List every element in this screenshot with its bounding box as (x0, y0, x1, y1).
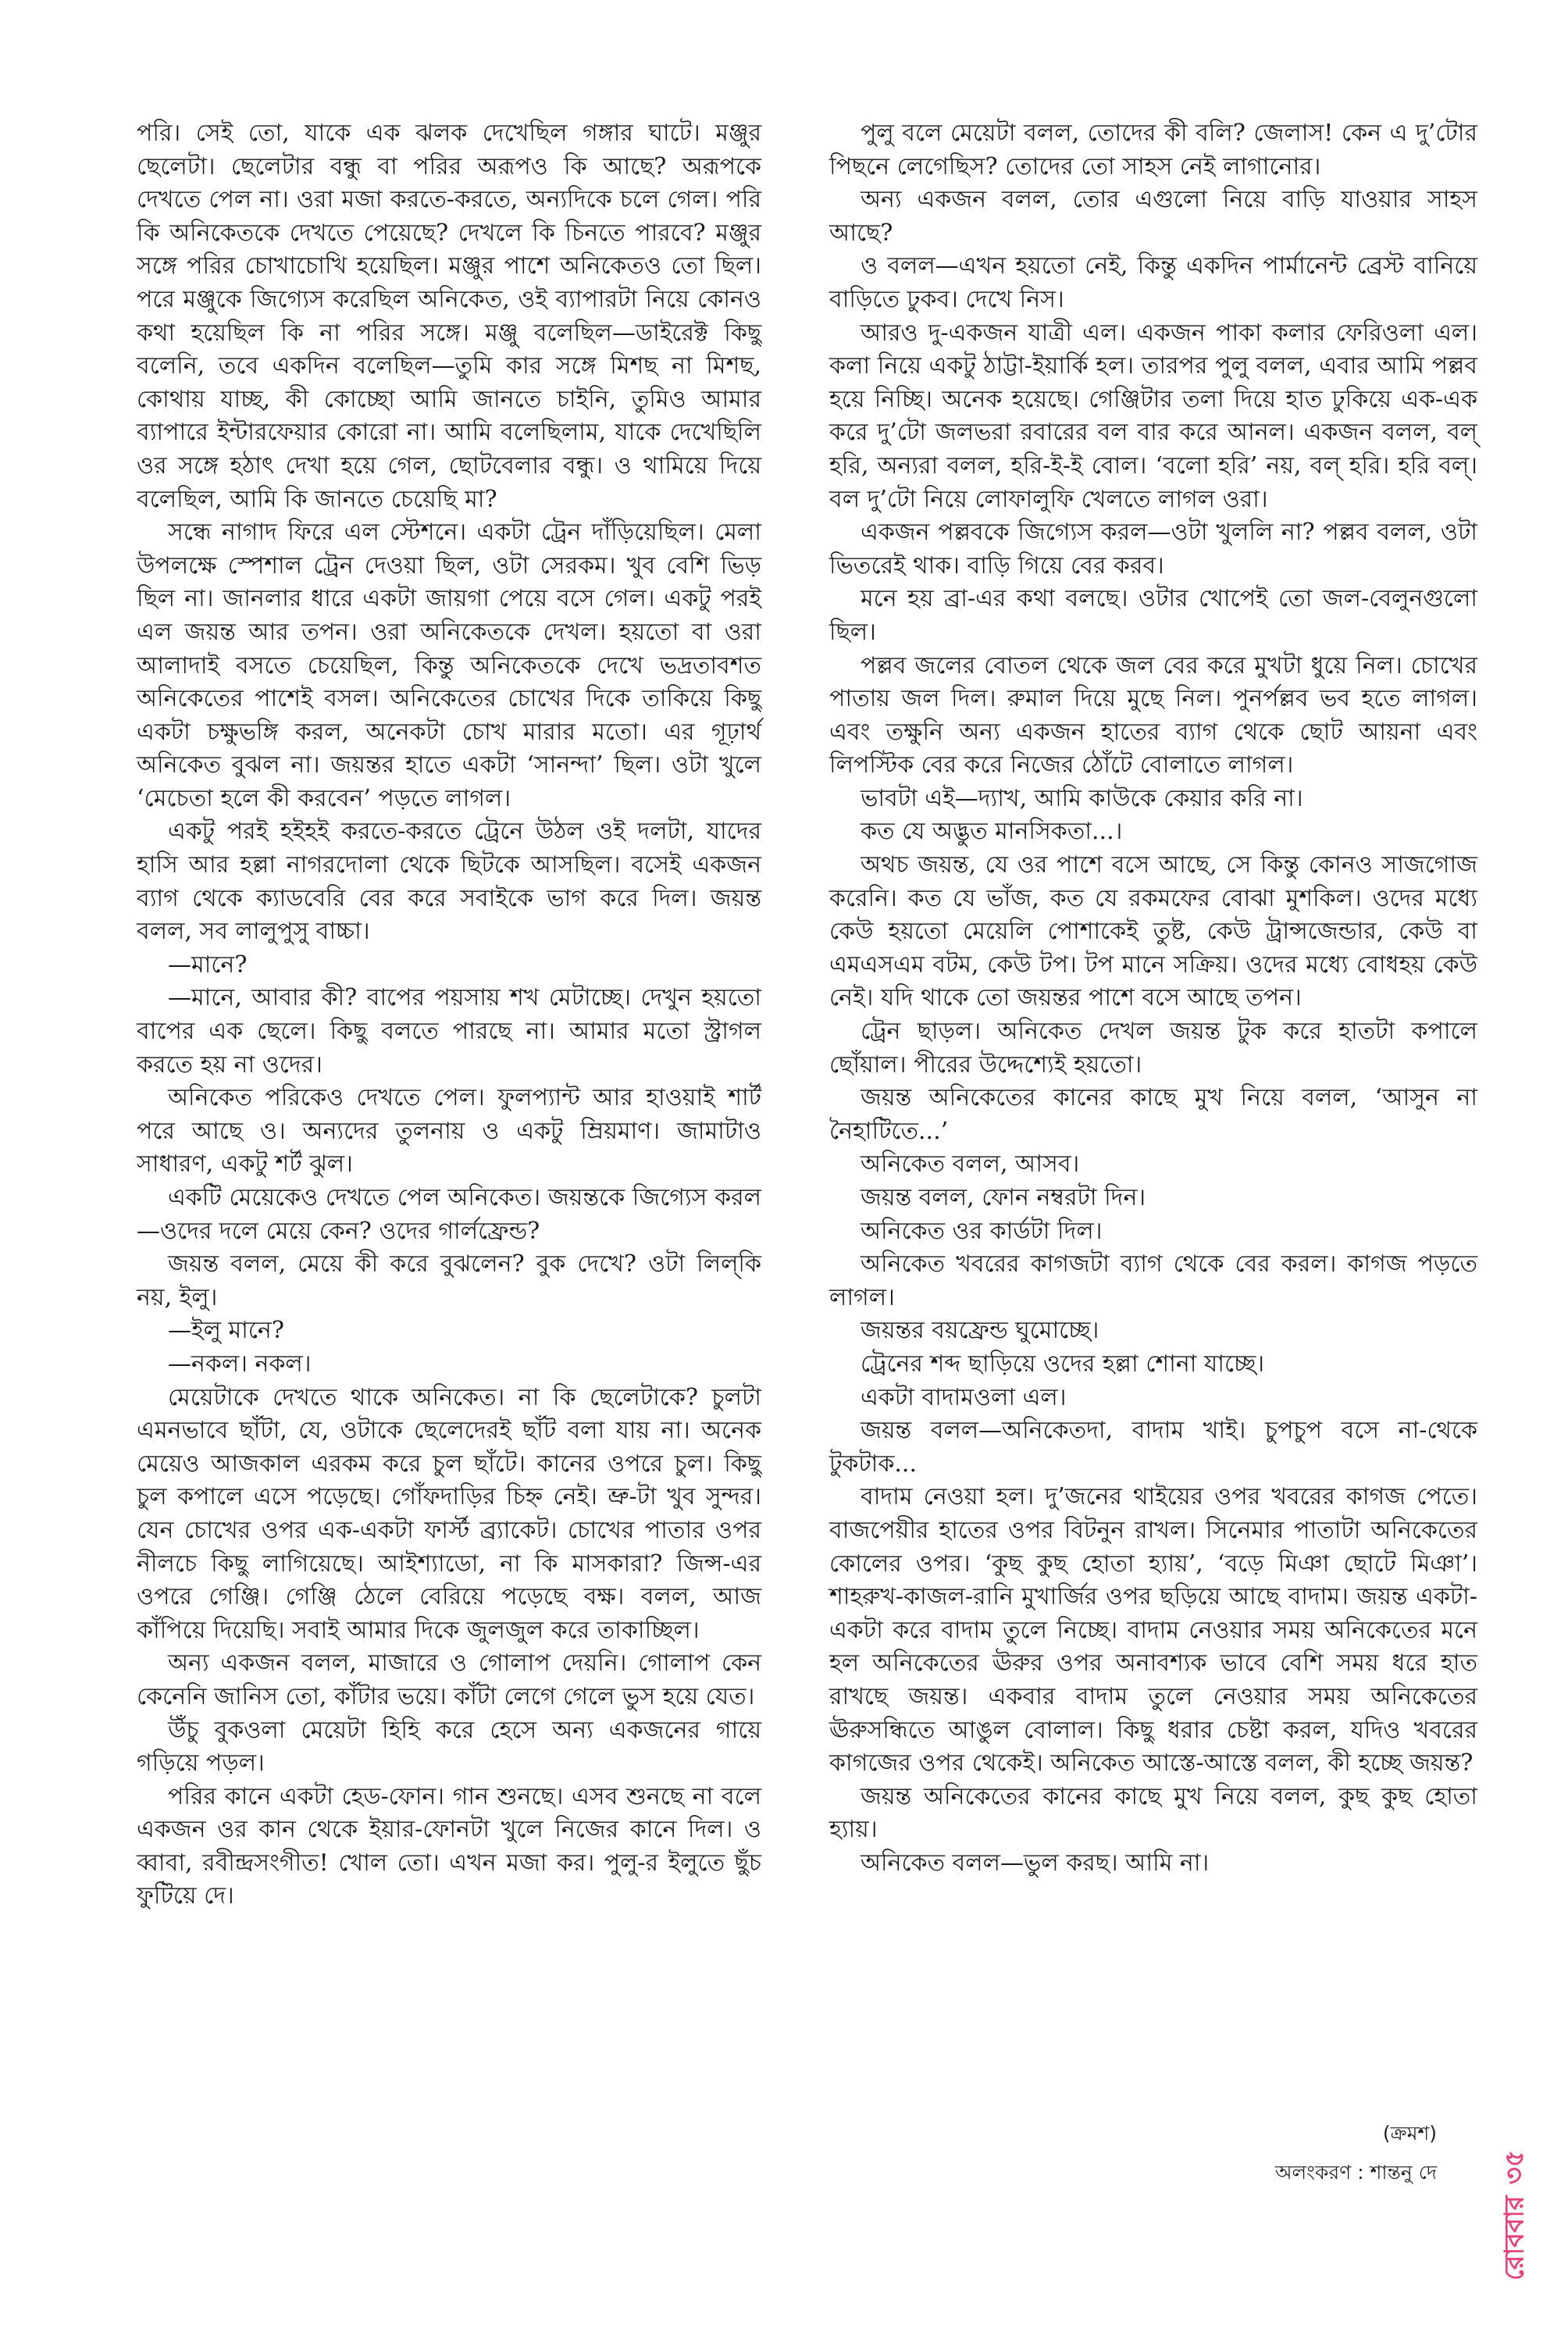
paragraph: জয়ন্ত বলল, মেয়ে কী করে বুঝলেন? বুক দেখে? ওটা লিল্‌কি নয়, ইলু। (137, 1250, 761, 1311)
paragraph: জয়ন্ত অনিকেতের কানের কাছে মুখ নিয়ে বলল, কুছ কুছ হোতা হ্যায়। (829, 1782, 1477, 1844)
paragraph: মেয়েটাকে দেখতে থাকে অনিকেত। না কি ছেলেটাকে? চুলটা এমনভাবে ছাঁটা, যে, ওটাকে ছেলেদেরই ছাঁট বলা যায় না। অনেক মেয়েও আজকাল এরকম করে চুল ছাঁটে। কানের ওপরে চুল। কিছু চুল কপালে এসে পড়েছে। গোঁফদাড়ির চিহ্ন নেই। ভ্রু-টা খুব সুন্দর। যেন চোখের ওপর এক-একটা ফার্স্ট ব্র্যাকেট। চোখের পাতার ওপর নীলচে কিছু লাগিয়েছে। আইশ্যাডো, না কি মাসকারা? জিন্স-এর ওপরে গেঞ্জি। গেঞ্জি ঠেলে বেরিয়ে পড়েছে বক্ষ। বলল, আজ কাঁপিয়ে দিয়েছি। সবাই আমার দিকে জুলজুল করে তাকাচ্ছিল। (137, 1383, 761, 1644)
paragraph: অনিকেত পরিকেও দেখতে পেল। ফুলপ্যান্ট আর হাওয়াই শার্ট পরে আছে ও। অন্যদের তুলনায় ও একটু ম্রিয়মাণ। জামাটাও সাধারণ, একটু শর্ট ঝুল। (137, 1084, 761, 1179)
paragraph: কত যে অদ্ভুত মানসিকতা...। (861, 818, 1123, 846)
paragraph: জয়ন্তর বয়ফ্রেন্ড ঘুমোচ্ছে। (861, 1317, 1099, 1345)
paragraph: অথচ জয়ন্ত, যে ওর পাশে বসে আছে, সে কিন্তু কোনও সাজগোজ করেনি। কত যে ভাঁজ, কত যে রকমফের বোঝা মুশকিল। ওদের মধ্যে কেউ হয়তো মেয়েলি পোশাকেই তুষ্ট, কেউ ট্রান্সজেন্ডার, কেউ বা এমএসএম বটম, কেউ টপ। টপ মানে সক্রিয়। ওদের মধ্যে বোধহয় কেউ নেই। যদি থাকে তো জয়ন্তর পাশে বসে আছে তপন। (829, 851, 1477, 1012)
paragraph: জয়ন্ত বলল, ফোন নম্বরটা দিন। (861, 1184, 1146, 1211)
paragraph: ভাবটা এই—দ্যাখ, আমি কাউকে কেয়ার করি না। (861, 784, 1303, 812)
paragraph: একটি মেয়েকেও দেখতে পেল অনিকেত। জয়ন্তকে জিগ্যেস করল—ওদের দলে মেয়ে কেন? ওদের গার্লফ্রেন্ড? (137, 1184, 761, 1245)
paragraph: অনিকেত ওর কার্ডটা দিল। (861, 1217, 1103, 1245)
paragraph: ট্রেন ছাড়ল। অনিকেত দেখল জয়ন্ত টুক করে হাতটা কপালে ছোঁয়াল। পীরের উদ্দেশ্যেই হয়তো। (829, 1018, 1477, 1079)
paragraph: অনিকেত বলল—ভুল করছ। আমি না। (861, 1849, 1210, 1877)
magazine-name: রোববার (1499, 2195, 1531, 2280)
paragraph: পল্লব জলের বোতল থেকে জল বের করে মুখটা ধুয়ে নিল। চোখের পাতায় জল দিল। রুমাল দিয়ে মুছে নিল। পুনর্পল্লব ভব হতে লাগল। এবং তক্ষুনি অন্য একজন হাতের ব্যাগ থেকে ছোট আয়না এবং লিপস্টিক বের করে নিজের ঠোঁটে বোলাতে লাগল। (829, 651, 1477, 779)
illustration-credit: অলংকরণ : শান্তনু দে (1274, 2161, 1437, 2184)
page-number: ৩৫ (1499, 2150, 1531, 2185)
continued-label: (ক্রমশ) (1382, 2122, 1437, 2145)
right-text-column (829, 117, 1477, 1880)
paragraph: বাদাম নেওয়া হল। দু’জনের থাইয়ের ওপর খবরের কাগজ পেতে। বাজপেয়ীর হাতের ওপর বিটনুন রাখল। সিনেমার পাতাটা অনিকেতের কোলের ওপর। ‘কুছ কুছ হোতা হ্যায়’, ‘বড়ে মিঞা ছোটে মিঞা’। শাহরুখ-কাজল-রানি মুখার্জির ওপর ছড়িয়ে আছে বাদাম। জয়ন্ত একটা-একটা করে বাদাম তুলে নিচ্ছে। বাদাম নেওয়ার সময় অনিকেতের মনে হল অনিকেতের ঊরুর ওপর অনাবশ্যক ভাবে বেশি সময় ধরে হাত রাখছে জয়ন্ত। একবার বাদাম তুলে নেওয়ার সময় অনিকেতের ঊরুসন্ধিতে আঙুল বোলাল। কিছু ধরার চেষ্টা করল, যদিও খবরের কাগজের ওপর থেকেই। অনিকেত আস্তে-আস্তে বলল, কী হচ্ছে জয়ন্ত? (829, 1483, 1477, 1778)
paragraph: জয়ন্ত অনিকেতের কানের কাছে মুখ নিয়ে বলল, ‘আসুন না নৈহাটিতে...’ (829, 1084, 1477, 1145)
paragraph: পুলু বলে মেয়েটা বলল, তোদের কী বলি? জেলাস! কেন এ দু’টোর পিছনে লেগেছিস? তোদের তো সাহস নেই লাগানোর। (829, 119, 1477, 180)
paragraph: ট্রেনের শব্দ ছাড়িয়ে ওদের হল্লা শোনা যাচ্ছে। (861, 1350, 1265, 1378)
paragraph: অন্য একজন বলল, মাজারে ও গোলাপ দেয়নি। গোলাপ কেন কেনেনি জানিস তো, কাঁটার ভয়ে। কাঁটা লেগে গেলে ভুস হয়ে যেত। (137, 1649, 761, 1710)
paragraph: অনিকেত খবরের কাগজটা ব্যাগ থেকে বের করল। কাগজ পড়তে লাগল। (829, 1250, 1477, 1311)
paragraph: একটু পরই হইহই করতে-করতে ট্রেনে উঠল ওই দলটা, যাদের হাসি আর হল্লা নাগরদোলা থেকে ছিটকে আসছিল। বসেই একজন ব্যাগ থেকে ক্যাডবেরি বের করে সবাইকে ভাগ করে দিল। জয়ন্ত বলল, সব লালুপুসু বাচ্চা। (137, 818, 761, 946)
paragraph: জয়ন্ত বলল—অনিকেতদা, বাদাম খাই। চুপচুপ বসে না-থেকে টুকটাক... (829, 1417, 1477, 1478)
paragraph: একজন পল্লবকে জিগ্যেস করল—ওটা খুললি না? পল্লব বলল, ওটা ভিতরেই থাক। বাড়ি গিয়ে বের করব। (829, 519, 1477, 579)
left-text-column (137, 117, 761, 1913)
page-folio (1491, 2109, 1538, 2280)
paragraph: পরি। সেই তো, যাকে এক ঝলক দেখেছিল গঙ্গার ঘাটে। মঞ্জুর ছেলেটা। ছেলেটার বন্ধু বা পরির অরূপও কি আছে? অরূপকে দেখতে পেল না। ওরা মজা করতে-করতে, অন্যদিকে চলে গেল। পরি কি অনিকেতকে দেখতে পেয়েছে? দেখলে কি চিনতে পারবে? মঞ্জুর সঙ্গে পরির চোখাচোখি হয়েছিল। মঞ্জুর পাশে অনিকেতও তো ছিল। পরে মঞ্জুকে জিগ্যেস করেছিল অনিকেত, ওই ব্যাপারটা নিয়ে কোনও কথা হয়েছিল কি না পরির সঙ্গে। মঞ্জু বলেছিল—ডাইরেক্ট কিছু বলেনি, তবে একদিন বলেছিল—তুমি কার সঙ্গে মিশছ না মিশছ, কোথায় যাচ্ছ, কী কোচ্ছো আমি জানতে চাইনি, তুমিও আমার ব্যাপারে ইন্টারফেয়ার কোরো না। আমি বলেছিলাম, যাকে দেখেছিলি ওর সঙ্গে হঠাৎ দেখা হয়ে গেল, ছোটবেলার বন্ধু। ও থামিয়ে দিয়ে বলেছিল, আমি কি জানতে চেয়েছি মা? (137, 119, 761, 513)
paragraph: উঁচু বুকওলা মেয়েটা হিহি করে হেসে অন্য একজনের গায়ে গড়িয়ে পড়ল। (137, 1716, 761, 1778)
paragraph: আরও দু-একজন যাত্রী এল। একজন পাকা কলার ফেরিওলা এল। কলা নিয়ে একটু ঠাট্টা-ইয়ার্কি হল। তারপর পুলু বলল, এবার আমি পল্লব হয়ে নিচ্ছি। অনেক হয়েছে। গেঞ্জিটার তলা দিয়ে হাত ঢুকিয়ে এক-এক করে দু’টো জলভরা রবারের বল বার করে আনল। একজন বলল, বল্ হরি, অন্যরা বলল, হরি-ই-ই বোল। ‘বলো হরি’ নয়, বল্ হরি। হরি বল্। বল দু’টো নিয়ে লোফালুফি খেলতে লাগল ওরা। (829, 319, 1477, 513)
paragraph: একটা বাদামওলা এল। (861, 1383, 1067, 1411)
paragraph: —ইলু মানে? (168, 1317, 284, 1345)
paragraph: অন্য একজন বলল, তোর এগুলো নিয়ে বাড়ি যাওয়ার সাহস আছে? (829, 186, 1477, 247)
paragraph: পরির কানে একটা হেড-ফোন। গান শুনছে। এসব শুনছে না বলে একজন ওর কান থেকে ইয়ার-ফোনটা খুলে নিজের কানে দিল। ও ব্বাবা, রবীন্দ্রসংগীত! খোল তো। এখন মজা কর। পুলু-র ইলুতে ছুঁচ ফুটিয়ে দে। (137, 1782, 761, 1910)
paragraph: —মানে, আবার কী? বাপের পয়সায় শখ মেটাচ্ছে। দেখুন হয়তো বাপের এক ছেলে। কিছু বলতে পারছে না। আমার মতো স্ট্রাগল করতে হয় না ওদের। (137, 984, 761, 1079)
paragraph: সন্ধে নাগাদ ফিরে এল স্টেশনে। একটা ট্রেন দাঁড়িয়েছিল। মেলা উপলক্ষে স্পেশাল ট্রেন দেওয়া ছিল, ওটা সেরকম। খুব বেশি ভিড় ছিল না। জানলার ধারে একটা জায়গা পেয়ে বসে গেল। একটু পরই এল জয়ন্ত আর তপন। ওরা অনিকেতকে দেখল। হয়তো বা ওরা আলাদাই বসতে চেয়েছিল, কিন্তু অনিকেতকে দেখে ভদ্রতাবশত অনিকেতের পাশেই বসল। অনিকেতের চোখের দিকে তাকিয়ে কিছু একটা চক্ষুভঙ্গি করল, অনেকটা চোখ মারার মতো। এর গূঢ়ার্থ অনিকেত বুঝল না। জয়ন্তর হাতে একটা ‘সানন্দা’ ছিল। ওটা খুলে ‘মেচেতা হলে কী করবেন’ পড়তে লাগল। (137, 519, 761, 812)
paragraph: —নকল। নকল। (168, 1350, 312, 1378)
paragraph: মনে হয় ব্রা-এর কথা বলছে। ওটার খোপেই তো জল-বেলুনগুলো ছিল। (829, 585, 1477, 646)
paragraph: অনিকেত বলল, আসব। (861, 1150, 1080, 1179)
paragraph: —মানে? (168, 950, 248, 979)
paragraph: ও বলল—এখন হয়তো নেই, কিন্তু একদিন পার্মানেন্ট ব্রেস্ট বানিয়ে বাড়িতে ঢুকব। দেখে নিস। (829, 252, 1477, 313)
